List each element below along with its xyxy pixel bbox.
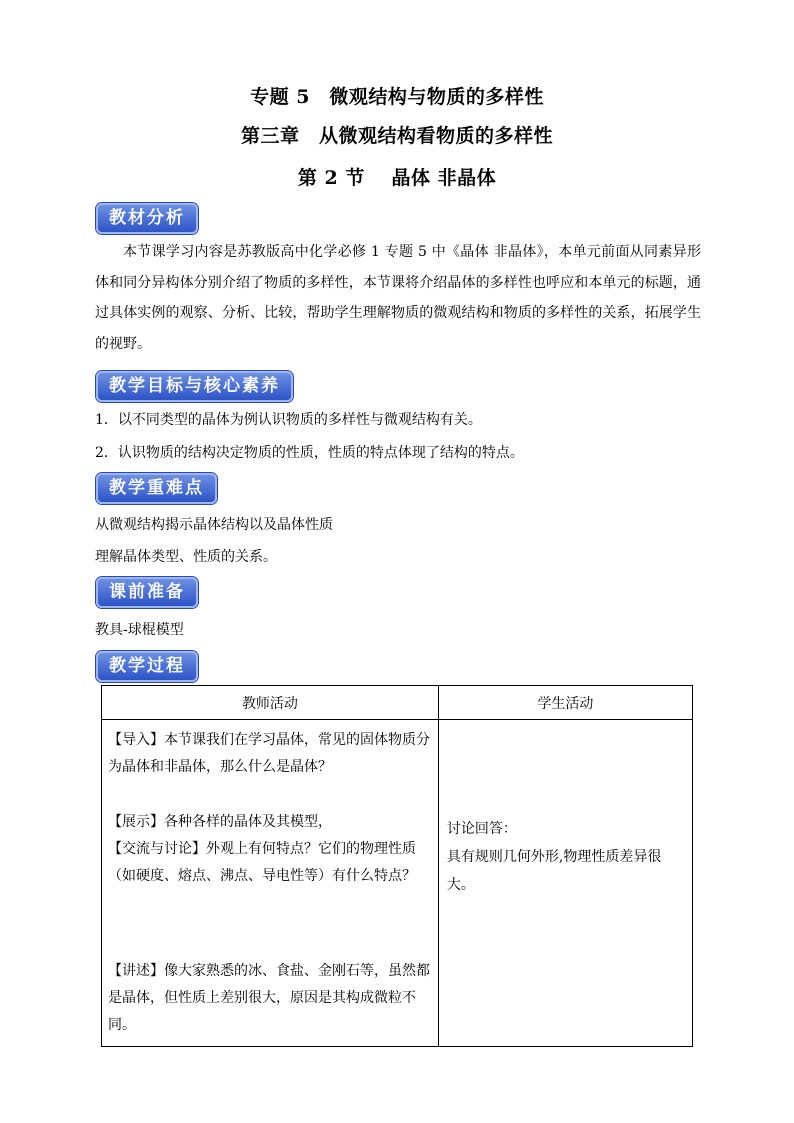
step-text: 像大家熟悉的冰、食盐、金刚石等，虽然都是晶体，但性质上差别很大，原因是其构成微粒不同。 [108, 963, 430, 1033]
step-tag: 【展示】 [108, 814, 164, 830]
step-text: 各种各样的晶体及其模型， [164, 814, 332, 830]
table-header-row [102, 686, 693, 720]
student-line-1: 讨论回答： [446, 821, 517, 837]
step-tag: 【导入】 [108, 732, 164, 748]
table-row [102, 720, 693, 1047]
step-text: 本节课我们在学习晶体，常见的固体物质分为晶体和非晶体，那么什么是晶体？ [108, 732, 430, 775]
heading-preparation: 课前准备 [96, 577, 198, 608]
heading-goals: 教学目标与核心素养 [96, 371, 293, 402]
goal-item-1: 1．以不同类型的晶体为例认识物质的多样性与微观结构有关。 [95, 412, 482, 428]
section-title: 第 2 节 晶体 非晶体 [297, 167, 497, 189]
preparation-text: 教具-球棍模型 [95, 622, 184, 638]
key-point-1: 从微观结构揭示晶体结构以及晶体性质 [95, 517, 333, 533]
step-text: 外观上有何特点？它们的物理性质（如硬度、熔点、沸点、导电性等）有什么特点？ [108, 841, 416, 884]
key-point-2: 理解晶体类型、性质的关系。 [95, 549, 277, 565]
teacher-step-intro [108, 727, 432, 781]
step-tag: 【讲述】 [108, 963, 164, 979]
heading-process: 教学过程 [96, 651, 198, 682]
analysis-paragraph: 本节课学习内容是苏教版高中化学必修 1 专题 5 中《晶体 非晶体》，本单元前面从同素异形体和同分异构体分别介绍了物质的多样性，本节课将介绍晶体的多样性也呼应和本单元的标题，通过具体实例的观察、分析、比较，帮助学生理解物质的微观结构和物质的多样性的关系，拓展学生的视野。 [95, 244, 701, 352]
student-line-2: 具有规则几何外形,物理性质差异很大。 [446, 849, 662, 893]
heading-key-points: 教学重难点 [96, 473, 217, 504]
teacher-activity-cell [102, 720, 439, 1047]
student-activity-cell [438, 720, 692, 1047]
topic-title: 专题 5 微观结构与物质的多样性 [250, 86, 544, 108]
teacher-step-explain [108, 958, 432, 1039]
step-tag: 【交流与讨论】 [108, 841, 206, 857]
chapter-title: 第三章 从微观结构看物质的多样性 [240, 125, 553, 147]
teacher-step-show [108, 809, 432, 836]
process-table [101, 685, 693, 1047]
heading-analysis: 教材分析 [96, 203, 198, 234]
header-teacher: 教师活动 [102, 686, 439, 720]
header-student: 学生活动 [438, 686, 692, 720]
goal-item-2: 2．认识物质的结构决定物质的性质，性质的特点体现了结构的特点。 [95, 445, 524, 461]
teacher-step-discuss [108, 836, 432, 890]
